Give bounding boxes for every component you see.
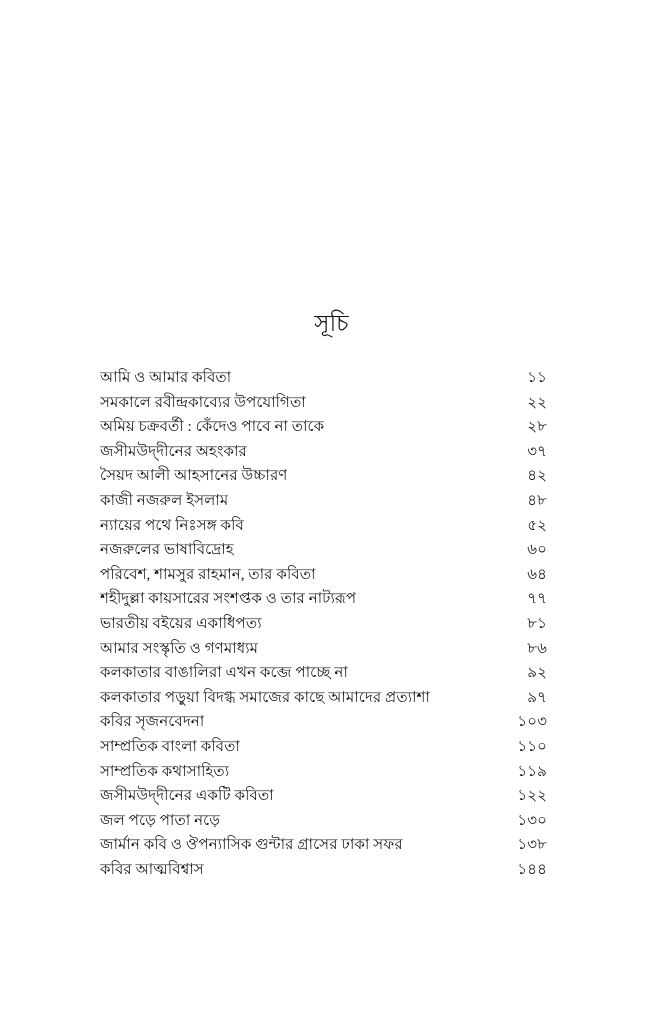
- toc-entry-page-number: ১১০: [517, 737, 547, 755]
- toc-entry[interactable]: [100, 464, 547, 489]
- toc-entry-page-number: ৪৮: [527, 491, 547, 509]
- toc-entry[interactable]: [100, 661, 547, 686]
- toc-entry-title: অমিয় চক্রবর্তী : কেঁদেও পাবে না তাকে: [100, 418, 325, 436]
- toc-entry[interactable]: [100, 612, 547, 637]
- toc-entry-title: কবির আত্মবিশ্বাস: [100, 860, 204, 878]
- toc-entry-page-number: ১২২: [517, 787, 547, 805]
- toc-entry-title: ন্যায়ের পথে নিঃসঙ্গ কবি: [100, 516, 244, 534]
- toc-entry-title: কলকাতার বাঙালিরা এখন কব্জে পাচ্ছে না: [100, 664, 348, 682]
- toc-entry[interactable]: [100, 514, 547, 539]
- toc-entry[interactable]: [100, 760, 547, 785]
- toc-entry-title: শহীদুল্লা কায়সারের সংশপ্তক ও তার নাট্যরূপ: [100, 590, 357, 608]
- toc-entry-page-number: ১৩০: [517, 811, 547, 829]
- toc-entry[interactable]: [100, 809, 547, 834]
- toc-entry-page-number: ৬০: [527, 541, 547, 559]
- toc-entry-title: জসীমউদ্‌দীনের অহংকার: [100, 442, 247, 460]
- toc-entry-title: পরিবেশ, শামসুর রাহমান, তার কবিতা: [100, 565, 316, 583]
- toc-entry[interactable]: [100, 563, 547, 588]
- toc-entry-page-number: ১১৯: [517, 762, 547, 780]
- toc-entry-title: ভারতীয় বইয়ের একাধিপত্য: [100, 614, 262, 632]
- toc-entry[interactable]: [100, 710, 547, 735]
- toc-entry-title: সাম্প্রতিক বাংলা কবিতা: [100, 737, 240, 755]
- toc-entry[interactable]: [100, 833, 547, 858]
- toc-entry[interactable]: [100, 440, 547, 465]
- toc-entry-page-number: ৬৪: [527, 565, 547, 583]
- toc-entry-title: সমকালে রবীন্দ্রকাব্যের উপযোগিতা: [100, 393, 306, 411]
- toc-entry-page-number: ৯৭: [527, 688, 547, 706]
- toc-entry-title: জল পড়ে পাতা নড়ে: [100, 811, 221, 829]
- toc-entry-page-number: ৭৭: [527, 590, 547, 608]
- toc-entry[interactable]: [100, 489, 547, 514]
- toc-entry-title: কলকাতার পড়ুয়া বিদগ্ধ সমাজের কাছে আমাদের প্রত্যাশা: [100, 688, 430, 706]
- toc-entry-page-number: ২২: [527, 393, 547, 411]
- toc-entry[interactable]: [100, 858, 547, 883]
- toc-entry[interactable]: [100, 735, 547, 760]
- toc-entry-title: কাজী নজরুল ইসলাম: [100, 491, 229, 509]
- toc-entry[interactable]: [100, 784, 547, 809]
- toc-entry-page-number: ১৩৮: [517, 836, 547, 854]
- page-title: সূচি: [314, 311, 349, 337]
- toc-entry-title: নজরুলের ভাষাবিদ্রোহ: [100, 541, 234, 559]
- toc-entry-page-number: ১১: [527, 369, 547, 386]
- toc-entry[interactable]: [100, 391, 547, 416]
- toc-entry-title: সাম্প্রতিক কথাসাহিত্য: [100, 762, 230, 780]
- toc-entry-page-number: ৯২: [527, 664, 547, 682]
- toc-entry[interactable]: [100, 637, 547, 662]
- toc-entry-page-number: ২৮: [527, 418, 547, 436]
- toc-entry[interactable]: [100, 415, 547, 440]
- toc-entry-title: কবির সৃজনবেদনা: [100, 713, 205, 731]
- toc-entry[interactable]: [100, 538, 547, 563]
- toc-entry-page-number: ৪২: [527, 467, 547, 485]
- table-of-contents-list: [100, 366, 547, 882]
- toc-entry-title: সৈয়দ আলী আহসানের উচ্চারণ: [100, 467, 288, 485]
- toc-entry-page-number: ৮৬: [527, 639, 547, 657]
- toc-entry-page-number: ৩৭: [527, 442, 547, 460]
- toc-entry-title: জসীমউদ্‌দীনের একটি কবিতা: [100, 787, 274, 805]
- toc-entry-page-number: ১৪৪: [517, 860, 547, 878]
- toc-entry-title: আমি ও আমার কবিতা: [100, 369, 232, 386]
- toc-entry[interactable]: [100, 366, 547, 391]
- toc-entry[interactable]: [100, 686, 547, 711]
- toc-entry[interactable]: [100, 587, 547, 612]
- toc-entry-page-number: ৫২: [527, 516, 547, 534]
- toc-entry-page-number: ৮১: [527, 614, 547, 632]
- toc-entry-page-number: ১০৩: [517, 713, 547, 731]
- toc-entry-title: আমার সংস্কৃতি ও গণমাধ্যম: [100, 639, 259, 657]
- toc-entry-title: জার্মান কবি ও ঔপন্যাসিক গুন্টার গ্রাসের ঢাকা সফর: [100, 836, 403, 854]
